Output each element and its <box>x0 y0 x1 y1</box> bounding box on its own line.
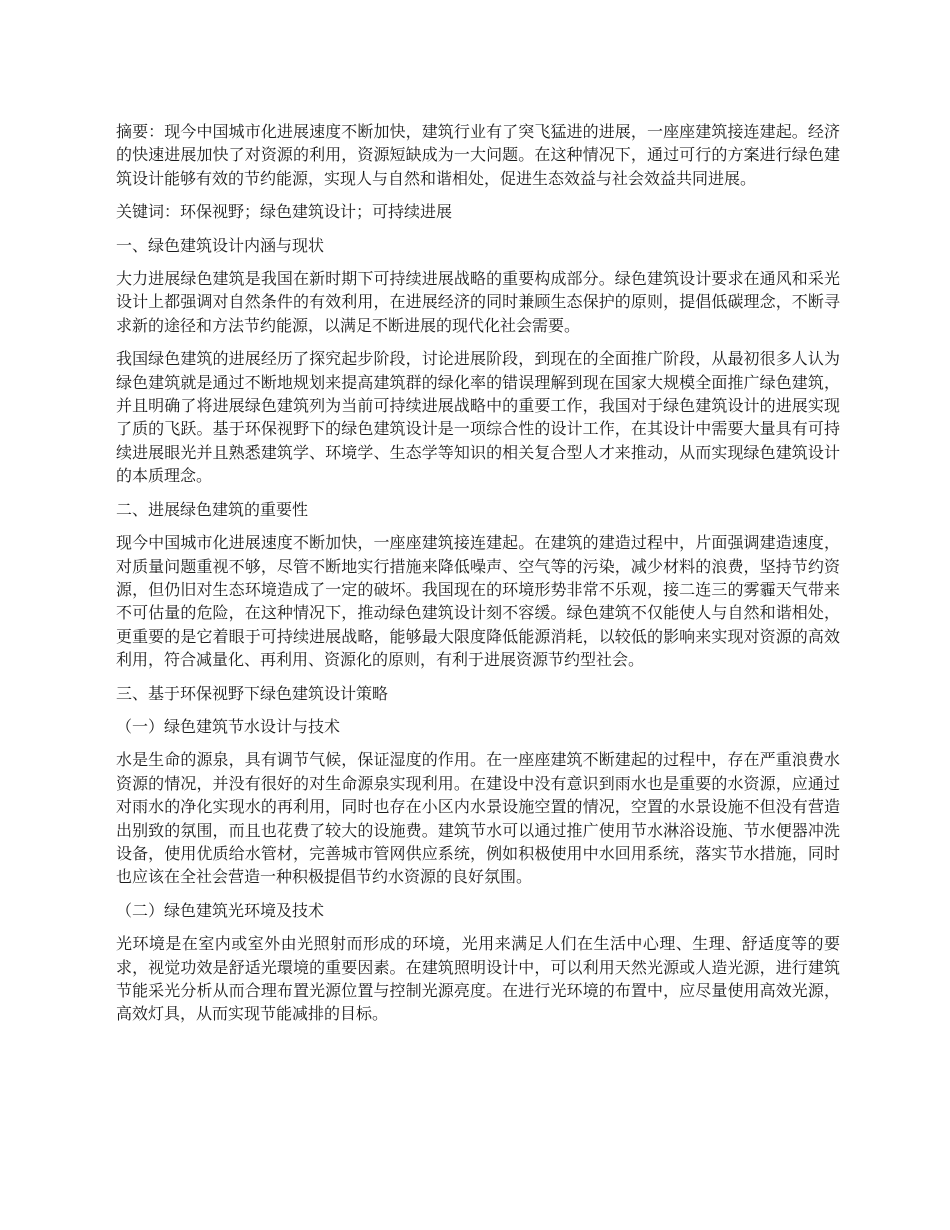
section-3-heading: 三、基于环保视野下绿色建筑设计策略 <box>116 683 389 703</box>
subsection-3-1-paragraph: 水是生命的源泉，具有调节气候，保证湿度的作用。在一座座建筑不断建起的过程中，存在严重浪费水资源的情况，并没有很好的对生命源泉实现利用。在建设中没有意识到雨水也是重要的水资源，应通过对雨水的净化实现水的再利用，同时也存在小区内水景设施空置的情况，空置的水景设施不但没有营造出别致的氛围，而且也花费了较大的设施费。建筑节水可以通过推广使用节水淋浴设施、节水便器冲洗设备，使用优质给水管材，完善城市管网供应系统，例如积极使用中水回用系统，落实节水措施，同时也应该在全社会营造一种积极提倡节约水资源的良好氛围。 <box>116 750 840 887</box>
keywords-line: 关键词：环保视野；绿色建筑设计；可持续进展 <box>116 202 453 222</box>
subsection-3-2-paragraph: 光环境是在室内或室外由光照射而形成的环境，光用来满足人们在生活中心理、生理、舒适度等的要求，视觉功效是舒适光環境的重要因素。在建筑照明设计中，可以利用天然光源或人造光源，进行建筑节能采光分析从而合理布置光源位置与控制光源亮度。在进行光环境的布置中，应尽量使用高效光源，高效灯具，从而实现节能减排的目标。 <box>116 934 840 1024</box>
section-2-paragraph-1: 现今中国城市化进展速度不断加快，一座座建筑接连建起。在建筑的建造过程中，片面强调建造速度，对质量问题重视不够，尽管不断地实行措施来降低噪声、空气等的污染，减少材料的浪费，坚持节约资源，但仍旧对生态环境造成了一定的破坏。我国现在的环境形势非常不乐观，接二连三的雾霾天气带来不可估量的危险，在这种情况下，推动绿色建筑设计刻不容缓。绿色建筑不仅能使人与自然和谐相处，更重要的是它着眼于可持续进展战略，能够最大限度降低能源消耗，以较低的影响来实现对资源的高效利用，符合减量化、再利用、资源化的原则，有利于进展资源节约型社会。 <box>116 533 840 670</box>
section-2-heading: 二、进展绿色建筑的重要性 <box>116 499 309 519</box>
section-1-paragraph-2: 我国绿色建筑的进展经历了探究起步阶段，讨论进展阶段，到现在的全面推广阶段，从最初很多人认为绿色建筑就是通过不断地规划来提高建筑群的绿化率的错误理解到现在国家大规模全面推广绿色建筑，并且明确了将进展绿色建筑列为当前可持续进展战略中的重要工作，我国对于绿色建筑设计的进展实现了质的飞跃。基于环保视野下的绿色建筑设计是一项综合性的设计工作，在其设计中需要大量具有可持续进展眼光并且熟悉建筑学、环境学、生态学等知识的相关复合型人才来推动，从而实现绿色建筑设计的本质理念。 <box>116 349 840 486</box>
section-1-heading: 一、绿色建筑设计内涵与现状 <box>116 235 325 255</box>
section-1-paragraph-1: 大力进展绿色建筑是我国在新时期下可持续进展战略的重要构成部分。绿色建筑设计要求在通风和采光设计上都强调对自然条件的有效利用，在进展经济的同时兼顾生态保护的原则，提倡低碳理念，不断寻求新的途径和方法节约能源，以满足不断进展的现代化社会需要。 <box>116 269 840 335</box>
subsection-3-1-heading: （一）绿色建筑节水设计与技术 <box>116 716 341 736</box>
subsection-3-2-heading: （二）绿色建筑光环境及技术 <box>116 900 325 920</box>
abstract-paragraph: 摘要：现今中国城市化进展速度不断加快，建筑行业有了突飞猛进的进展，一座座建筑接连建起。经济的快速进展加快了对资源的利用，资源短缺成为一大问题。在这种情况下，通过可行的方案进行绿色建筑设计能够有效的节约能源，实现人与自然和谐相处，促进生态效益与社会效益共同进展。 <box>116 122 840 188</box>
document-page <box>116 120 840 1036</box>
